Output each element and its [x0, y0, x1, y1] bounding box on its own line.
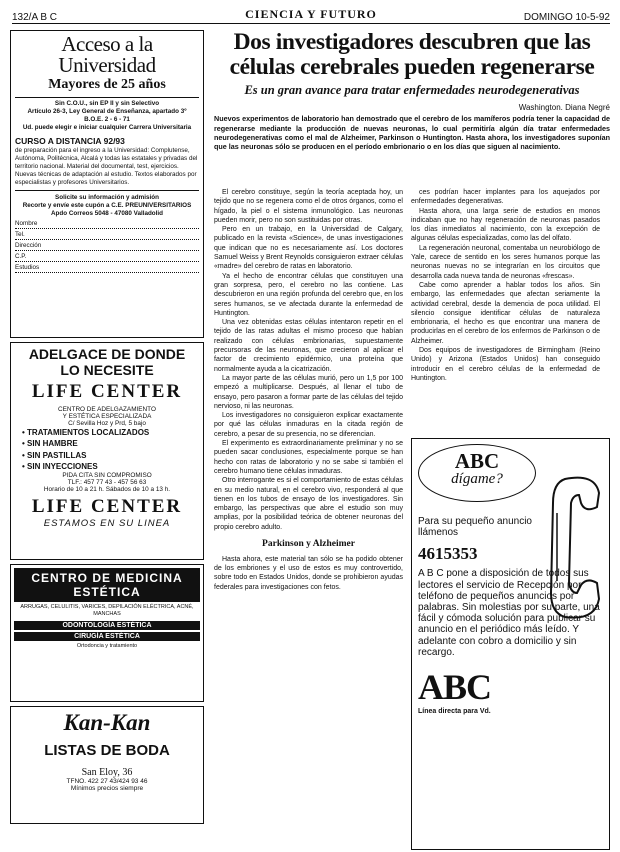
abc-ad-text: Para su pequeño anuncio llámenos — [418, 516, 532, 539]
university-ad-line: Ud. puede elegir e iniciar cualquier Carrera Universitaria — [22, 124, 192, 132]
divider — [15, 190, 199, 191]
list-item: • SIN PASTILLAS — [22, 450, 87, 460]
paragraph: Hasta ahora, una larga serie de estudios en monos indicaban que no hay regeneración de neuronas pasados los días inmediatos al nacimiento, con la excepción de algunas células especializadas, como las del olfato. — [411, 207, 600, 243]
bubble-text: ABC — [454, 449, 500, 473]
university-ad-line: Artículo 26-3, Ley General de Enseñanza, apartado 3º — [27, 107, 187, 115]
article-column-1 — [214, 188, 403, 844]
paragraph: El experimento es extraordinariamente preliminar y no se pueden sacar conclusiones, especialmente porque se han hecho con ratas de laboratorio y no se sabe si también el cerebro humano tiene células inmaduras. — [214, 440, 403, 475]
list-item: • SIN HAMBRE — [22, 439, 78, 449]
request-line: Solicite su información y admisión — [55, 194, 159, 202]
paragraph: Los investigadores no consiguieron explicar exactamente por qué las células inmaduras en la citada región de cerebro, a pesar de su presencia, no se diferencian. — [214, 412, 403, 438]
medicina-ad[interactable] — [10, 564, 204, 702]
university-ad-line: B.O.E. 2 - 6 - 71 — [84, 116, 130, 123]
form-field-tel[interactable]: Tel. — [15, 231, 199, 240]
lifecenter-sub: CENTRO DE ADELGAZAMIENTO — [58, 406, 156, 414]
course-title: CURSO A DISTANCIA 92/93 — [15, 136, 125, 147]
list-item: • TRATAMIENTOS LOCALIZADOS — [22, 428, 150, 438]
list-item: • SIN INYECCIONES — [22, 461, 98, 471]
address-line: Recorte y envíe este cupón a C.E. PREUNIVERSITARIOS — [22, 202, 192, 210]
form-field-address[interactable]: Dirección — [15, 242, 199, 251]
telephone-icon — [545, 473, 603, 623]
article-column-2 — [411, 188, 600, 443]
form-field-studies[interactable]: Estudios — [15, 264, 199, 273]
abc-ad-footer: Línea directa para Vd. — [418, 707, 491, 715]
university-ad-title: Acceso a la Universidad — [58, 32, 156, 77]
speech-bubble — [418, 444, 536, 502]
article-subtitle: Es un gran avance para tratar enfermedades neurodegenerativas — [244, 83, 580, 98]
article — [214, 30, 610, 848]
lifecenter-brand: LIFE CENTER — [31, 495, 183, 517]
form-field-cp[interactable]: C.P. — [15, 253, 199, 262]
kankan-ad[interactable] — [10, 706, 204, 824]
bubble-text: dígame? — [451, 471, 503, 487]
page-header — [12, 6, 610, 24]
coupon-form[interactable] — [15, 220, 199, 273]
medicina-text: ARRUGAS, CELULITIS, VARICES, DEPILACIÓN ELÉCTRICA, ACNÉ, MANCHAS — [20, 604, 194, 618]
medicina-foot: Ortodoncia y tratamiento — [76, 642, 138, 649]
lifecenter-sub: Y ESTÉTICA ESPECIALIZADA — [62, 413, 152, 421]
abc-ad[interactable] — [411, 438, 610, 850]
university-ad[interactable] — [10, 30, 204, 338]
lifecenter-call: PIDA CITA SIN COMPROMISO — [62, 471, 152, 479]
lifecenter-address: C/ Sevilla Hoz y Prd, 5 bajo — [68, 420, 146, 428]
issue-date: DOMINGO 10-5-92 — [523, 12, 610, 23]
kankan-logo: Kan-Kan — [63, 710, 151, 735]
form-field-name[interactable]: Nombre — [15, 220, 199, 229]
kankan-tel: TFNO. 422 27 43/424 93 46 — [66, 778, 148, 785]
paragraph: Una vez obtenidas estas células intentaron repetir en el tejido de las ratas adultas el mismo proceso que habían realizado con células embrionarias, supuestamente precursoras de las neuronas, que crecieron al aplicar el factor de crecimiento epidérmico, una proteína que normalmente ayuda a la cicatrización. — [214, 319, 403, 373]
page-number: 132/A B C — [12, 12, 58, 23]
article-headline: Dos investigadores descubren que las células cerebrales pueden regenerarse — [229, 29, 595, 80]
medicina-bar: ODONTOLOGÍA ESTÉTICA — [14, 621, 200, 630]
paragraph: Dos equipos de investigadores de Birmingham (Reino Unido) y Arizona (Estados Unidos) han conseguido introducir en el cerebro células de la enfermedad de Huntington. — [411, 347, 600, 382]
section-title: CIENCIA Y FUTURO — [245, 7, 377, 21]
kankan-service: LISTAS DE BODA — [44, 742, 170, 759]
paragraph: ces podrían hacer implantes para los aquejados por enfermedades degenerativas. — [411, 189, 600, 206]
ads-column — [10, 30, 204, 848]
lifecenter-headline: LO NECESITE — [60, 362, 154, 379]
lifecenter-headline: ADELGACE DE DONDE — [28, 346, 186, 362]
po-box: Apdo Correos 5048 - 47080 Valladolid — [51, 210, 163, 218]
paragraph: La regeneración neuronal, comentaba un neurobiólogo de Yale, carece de sentido en los seres humanos porque las neuronas nuevas no se integrarían en los circuitos que desarrolla cada nueva tanda de neuronas «frescas». — [411, 244, 600, 280]
paragraph: El cerebro constituye, según la teoría aceptada hoy, un tejido que no se regenera como el de otros órganos, como el hígado, la piel o el sistema inmunológico. Las neuronas pueden morir, pero no son sustituidas por otras. — [214, 189, 403, 224]
article-subhead: Parkinson y Alzheimer — [262, 538, 355, 549]
kankan-note: Mínimos precios siempre — [70, 785, 144, 792]
abc-logo: ABC — [418, 666, 492, 707]
article-byline: Washington. Diana Negré — [518, 103, 610, 113]
lifecenter-hours: Horario de 10 a 21 h. Sábados de 10 a 13 h. — [43, 485, 171, 493]
course-text: de preparación para el ingreso a la Universidad: Complutense, Autónoma, Politécnica, Alcalá y todas las estatales y privadas del territorio nacional. Material del documental, test, ejercicios. Nuevas técnicas de adaptación al estudio. Textos elaborados por especialistas y profesores Universitarios. — [15, 146, 198, 187]
paragraph: Pero en un trabajo, en la Universidad de Calgary, publicado en la revista «Science», de unas investigaciones que indican que no es necesariamente así. Los doctores Samuel Weiss y Brent Reynolds consiguieron extraer células «madre» del cerebro de ratas en laboratorio. — [214, 226, 403, 271]
article-lead: Nuevos experimentos de laboratorio han demostrado que el cerebro de los mamíferos podría tener la capacidad de regenerarse mediante la producción de nuevas neuronas, lo cual permitiría algún día tratar enfermedades neurodegenerativas como el mal de Alzheimer, Parkinson o Huntington. Hasta ahora, los investigadores suponían que las neuronas sólo se producen en el período embrionario o en los días que siguen al nacimiento. — [214, 114, 610, 152]
university-ad-line: Sin C.O.U., sin EP II y sin Selectivo — [54, 99, 160, 107]
paragraph: La mayor parte de las células murió, pero un 1,5 por 100 empezó a multiplicarse. Después, al llenar el tubo de ensayo, pero pasaron a formar parte de las células del tejido nervioso, ni las neuronas. — [214, 374, 403, 410]
kankan-location: San Eloy, 36 — [81, 767, 133, 778]
lifecenter-brand: LIFE CENTER — [31, 381, 183, 403]
lifecenter-list — [22, 427, 200, 472]
abc-ad-phone: 4615353 — [418, 544, 478, 564]
lifecenter-phone: TLF.: 457 77 43 - 457 56 63 — [67, 478, 147, 486]
paragraph: Cabe como aprender a hablar todos los años. Sin embargo, las enfermedades que afectan seriamente la actividad cerebral, desde la demencia de poca utilidad. El silencio consigue identificar células de naturaleza embrionaria, el hecho es que encontrar una manera de producirlas en el cerebro de los enfermos de Parkinson o de Alzheimer. — [411, 281, 600, 345]
university-ad-subtitle: Mayores de 25 años — [15, 76, 199, 98]
abc-ad-body: A B C pone a disposición de todos sus lectores el servicio de Recepción por teléfono de pequeños anuncios por palabras. Sin molestias por su parte, una fácil y cómoda solución para publicar su anuncio en el periódico más leído. Y adelante con cobro a domicilio y sin recargo. — [418, 568, 600, 658]
medicina-bar: CIRUGÍA ESTÉTICA — [14, 632, 200, 641]
lifecenter-ad[interactable] — [10, 342, 204, 560]
paragraph: Hasta ahora, este material tan sólo se ha podido obtener de los embriones y el uso de estos es muy controvertido, sobre todo en Estados Unidos, donde se prohibieron ayudas federales para investigaciones con fetos. — [214, 555, 403, 591]
medicina-title: CENTRO DE MEDICINA ESTÉTICA — [14, 568, 200, 602]
paragraph: Otro interrogante es si el comportamiento de estas células en su medio natural, en el cerebro vivo, responderá al que tienen en los tubos de ensayo de los investigadores. Sin embargo, las perspectivas que abre el estudio son muy amplias, por la posibilidad teórica de obtener neuronas del propio cerebro adulto. — [214, 477, 403, 531]
lifecenter-slogan: ESTAMOS EN SU LINEA — [43, 517, 171, 529]
paragraph: Ya el hecho de encontrar células que constituyen una gran sorpresa, pero, el cerebro no las contiene. Las descubrieron en una región profunda del cerebro que, en los seres humanos, se ve afectada durante la enfermedad de Huntington. — [214, 272, 403, 317]
